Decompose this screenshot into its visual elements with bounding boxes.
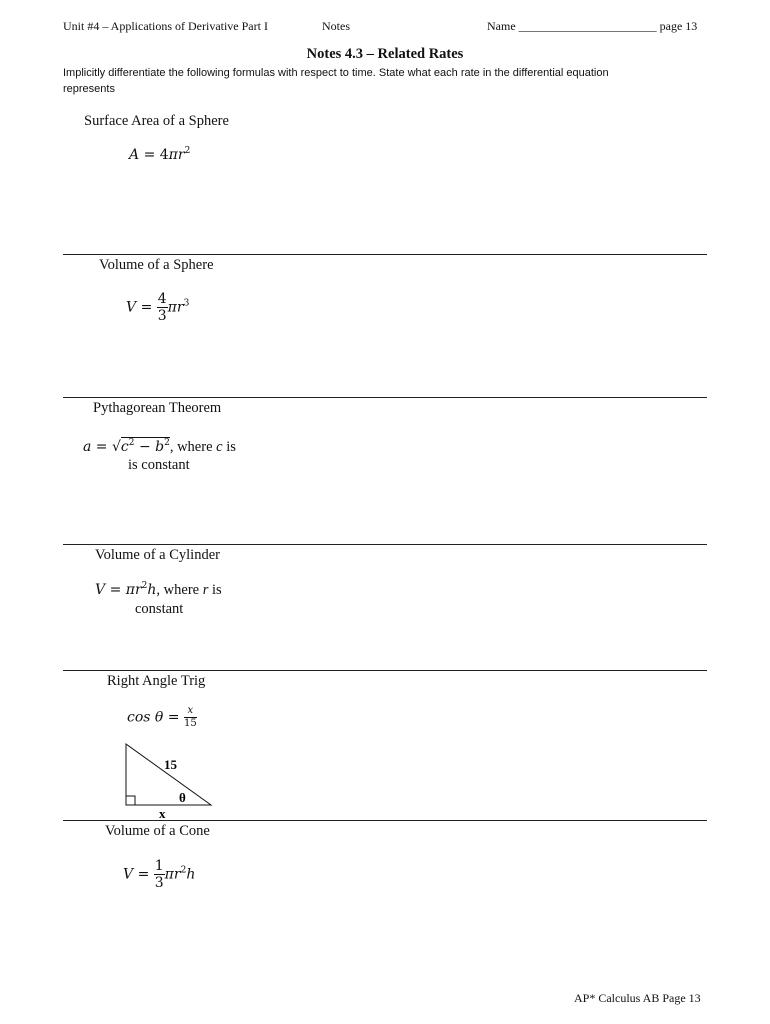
section-label-pythagorean: Pythagorean Theorem (93, 400, 222, 416)
formula-volume-cone: V = $\frac{1}{3}$ $\pi r^2h$ (123, 858, 196, 891)
triangle-shape (126, 744, 211, 805)
header-unit: Unit #4 – Applications of Derivative Part I (63, 19, 268, 33)
instructions-line-2: represents (63, 83, 115, 95)
formula-volume-cylinder: $V = \pi r^2h$, where r is (95, 581, 222, 598)
page-footer: AP* Calculus AB Page 13 (574, 991, 701, 1005)
section-label-surface-area: Surface Area of a Sphere (84, 113, 229, 129)
right-triangle-diagram (118, 742, 218, 822)
section-divider (63, 670, 707, 671)
formula-surface-area: $A = 4\pi r^2$ (129, 146, 191, 163)
cylinder-note-var: r (202, 582, 209, 598)
section-label-volume-sphere: Volume of a Sphere (99, 257, 214, 273)
section-label-volume-cone: Volume of a Cone (105, 823, 210, 839)
cylinder-note-2: is (208, 582, 222, 598)
cylinder-note-1: , where (156, 582, 203, 598)
formula-volume-sphere: V = $\frac{4}{3}$ $\pi r^3$ (126, 291, 190, 324)
section-divider (63, 820, 707, 821)
triangle-label-hypotenuse: 15 (164, 757, 177, 772)
pythagorean-note-1: , where (169, 439, 217, 455)
triangle-label-angle: θ (179, 790, 186, 805)
section-label-right-angle-trig: Right Angle Trig (107, 673, 206, 689)
section-divider (63, 254, 707, 255)
page-title: Notes 4.3 – Related Rates (306, 46, 464, 62)
formula-cos-theta: cos θ = $\frac{x}{15}$ (127, 705, 197, 729)
triangle-label-base: x (159, 806, 166, 821)
right-angle-marker (126, 796, 135, 805)
formula-pythagorean: $a = √c^2 - b^2$, where c is (83, 438, 236, 455)
section-divider (63, 397, 707, 398)
instructions-line-1: Implicitly differentiate the following formulas with respect to time. State what each rate in the differential equation (63, 67, 609, 79)
pythagorean-note-3: is constant (128, 457, 190, 473)
pythagorean-note-var: c (216, 439, 223, 455)
section-label-volume-cylinder: Volume of a Cylinder (95, 547, 220, 563)
section-divider (63, 544, 707, 545)
header-notes: Notes (322, 19, 350, 33)
header-name-page: Name _______________________ page 13 (487, 19, 698, 33)
pythagorean-note-2: is (222, 439, 236, 455)
cylinder-note-3: constant (135, 601, 184, 617)
